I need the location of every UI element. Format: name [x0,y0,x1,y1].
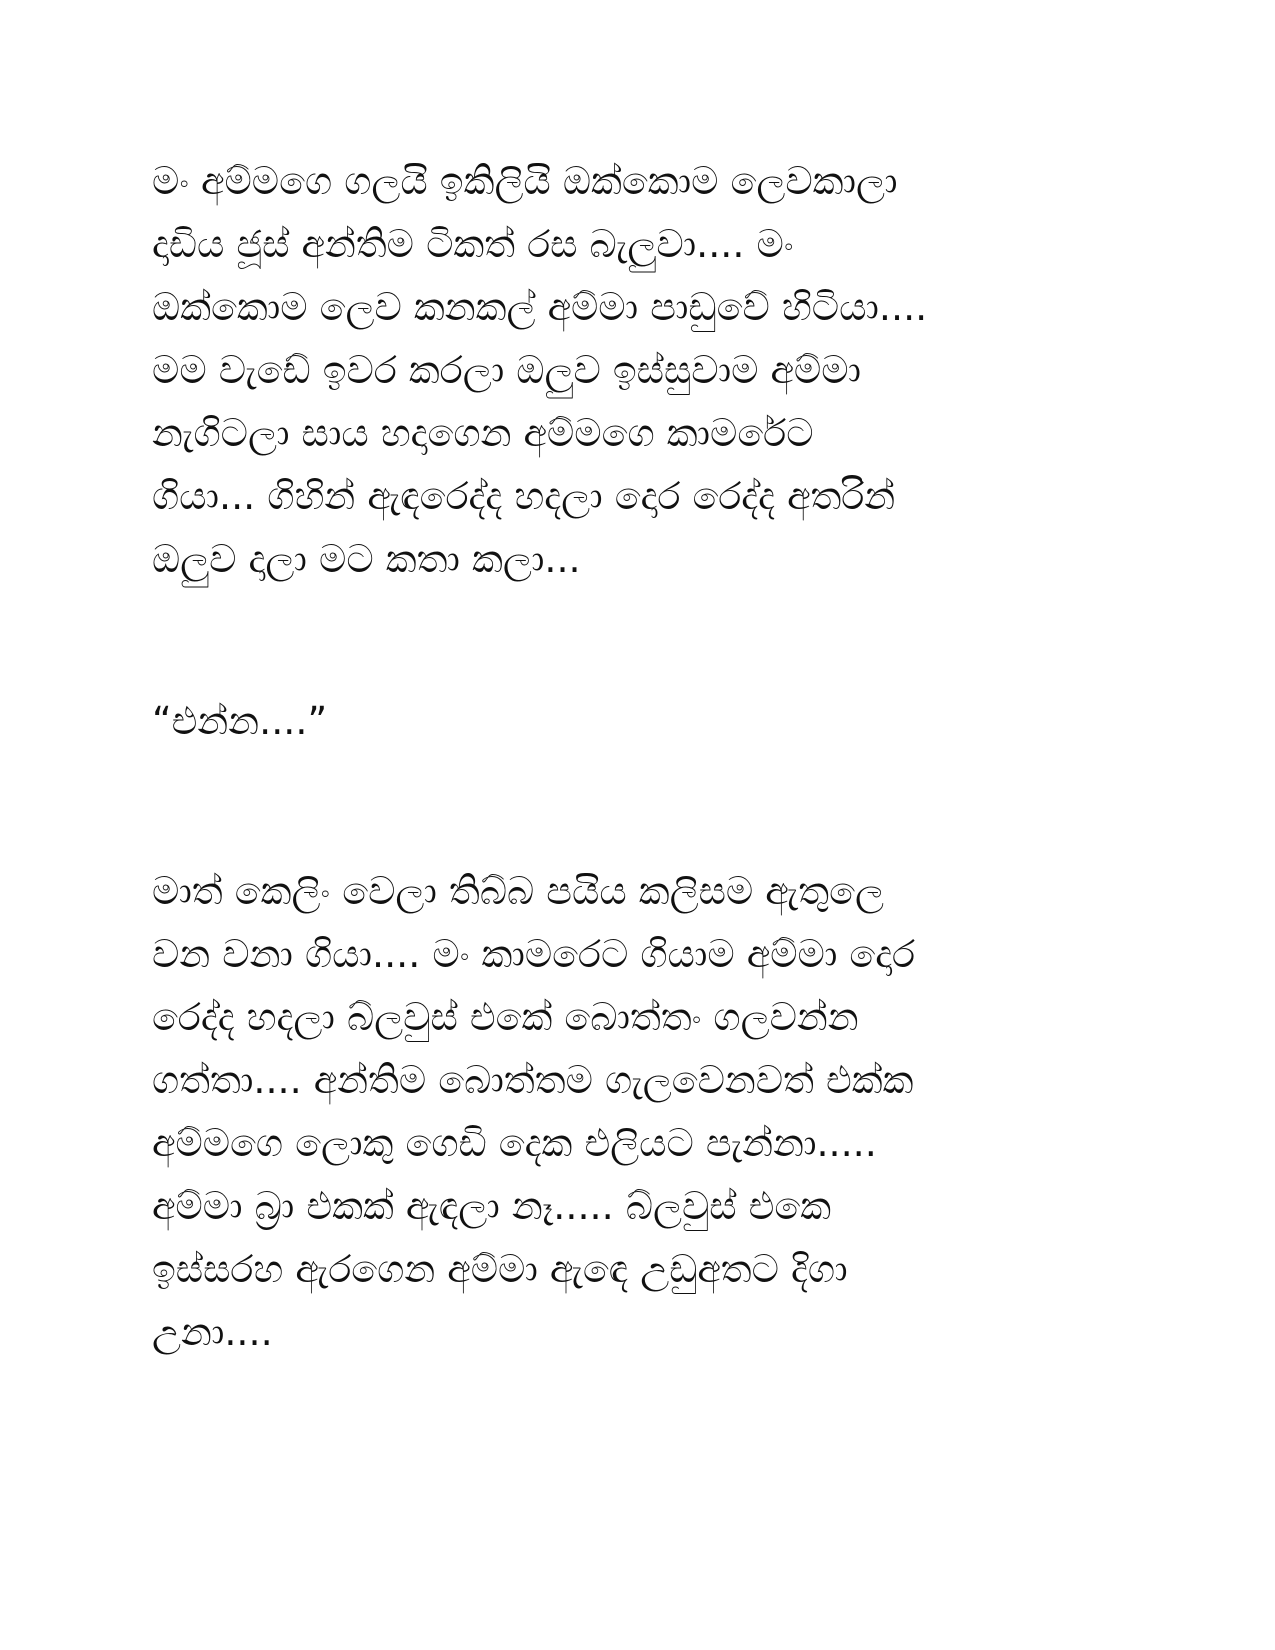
paragraph-line: ඔලුව දාලා මට කතා කලා... [152,537,581,581]
paragraph-line: උනා.... [152,1310,273,1354]
paragraph-line: මාත් කෙලිං වෙලා තිබ්බ පයිය කලිසම ඇතුලෙ [152,869,885,913]
paragraph-line: දාඩිය ජූස් අන්තිම ටිකත් රස බැලුවා.... මං [152,222,794,266]
paragraph-line: ඔක්කොම ලෙව කනකල් අම්මා පාඩුවේ හිටියා.... [152,285,928,329]
paragraph-line: මං අම්මගෙ ගලයි ඉකිලියි ඔක්කොම ලෙවකාලා [152,159,898,203]
paragraph-3 [152,860,1112,1364]
paragraph-line: මම වැඩේ ඉවර කරලා ඔලුව ඉස්සුවාම අම්මා [152,348,862,392]
dialogue-line: “එන්න....” [152,699,328,743]
paragraph-line: අම්මගෙ ලොකු ගෙඩි දෙක එලියට පැන්නා..... [152,1121,877,1165]
paragraph-line: වන වනා ගියා.... මං කාමරෙට ගියාම අම්මා දොර [152,932,916,976]
paragraph-line: ගත්තා.... අන්තිම බොත්තම ගැලවෙනවත් එක්ක [152,1058,914,1102]
paragraph-line: අම්මා බ්‍රා එකක් ඇඳලා නෑ..... බ්ලවුස් එකෙ [152,1184,832,1228]
paragraph-1 [152,150,1112,591]
paragraph-line: නැගිටලා සාය හදාගෙන අම්මගෙ කාමරේට [152,411,814,455]
paragraph-line: ගියා... ගිහින් ඇඳරෙද්ද හදලා දොර රෙද්ද අතරින් [152,474,896,518]
paragraph-line: ඉස්සරහ ඇරගෙන අම්මා ඇඳෙ උඩුඅතට දිගා [152,1247,848,1291]
paragraph-line: රෙද්ද හදලා බ්ලවුස් එකේ බොත්තං ගලවන්න [152,995,859,1039]
paragraph-2-dialogue [152,690,1112,753]
